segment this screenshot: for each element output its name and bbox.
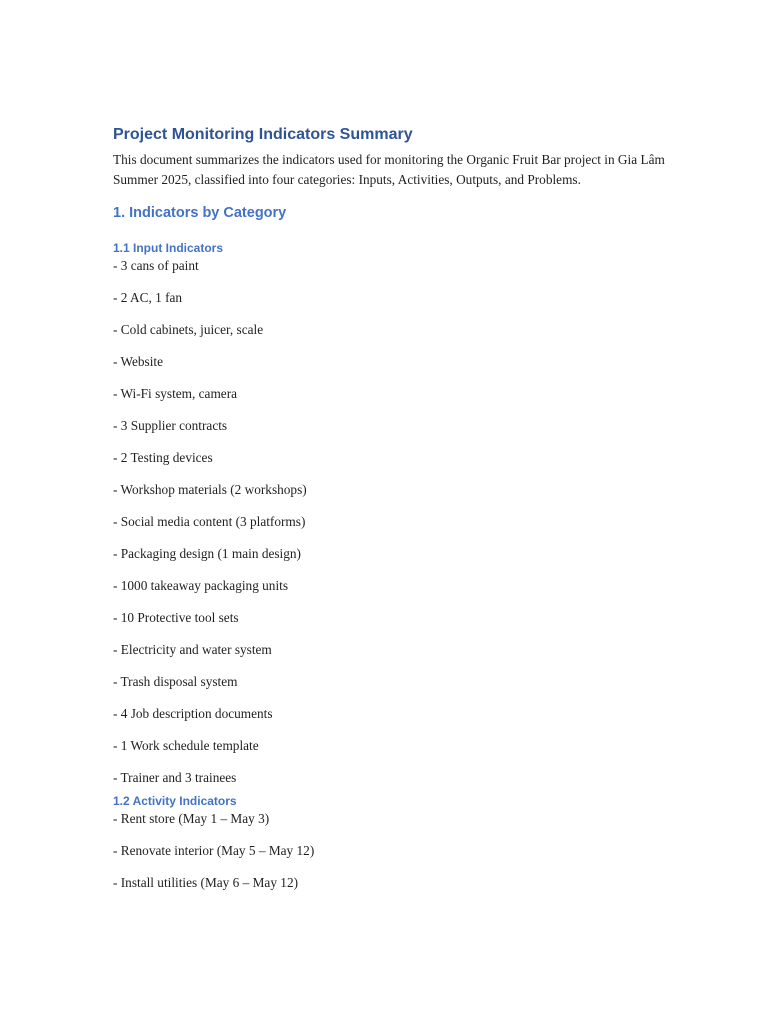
list-item: - 2 Testing devices — [113, 450, 213, 465]
list-item: - Wi-Fi system, camera — [113, 386, 238, 401]
list-item: - Renovate interior (May 5 – May 12) — [113, 843, 315, 858]
list-item: - Social media content (3 platforms) — [113, 514, 306, 529]
list-item: - Website — [113, 354, 164, 369]
list-item: - Workshop materials (2 workshops) — [113, 482, 307, 497]
document-page — [113, 124, 673, 897]
list-item: - Rent store (May 1 – May 3) — [113, 811, 270, 826]
list-item: - Trainer and 3 trainees — [113, 770, 237, 785]
list-item: - 3 Supplier contracts — [113, 418, 228, 433]
document-intro: This document summarizes the indicators used for monitoring the Organic Fruit Bar project in Gia Lâm Summer 2025, classified into four categories: Inputs, Activities, Outputs, and Problems. — [113, 152, 665, 187]
activity-indicators-list — [113, 809, 673, 897]
list-item: - 2 AC, 1 fan — [113, 290, 183, 305]
list-item: - 10 Protective tool sets — [113, 610, 239, 625]
subsection-heading-input-indicators: 1.1 Input Indicators — [113, 241, 224, 255]
list-item: - Install utilities (May 6 – May 12) — [113, 875, 299, 890]
list-item: - 1 Work schedule template — [113, 738, 259, 753]
subsection-heading-activity-indicators: 1.2 Activity Indicators — [113, 794, 237, 808]
list-item: - Cold cabinets, juicer, scale — [113, 322, 264, 337]
document-title: Project Monitoring Indicators Summary — [113, 126, 413, 143]
list-item: - Packaging design (1 main design) — [113, 546, 301, 561]
list-item: - 1000 takeaway packaging units — [113, 578, 289, 593]
list-item: - Electricity and water system — [113, 642, 272, 657]
section-heading-indicators-by-category: 1. Indicators by Category — [113, 205, 287, 221]
list-item: - 3 cans of paint — [113, 258, 199, 273]
input-indicators-list — [113, 256, 673, 792]
list-item: - Trash disposal system — [113, 674, 238, 689]
list-item: - 4 Job description documents — [113, 706, 273, 721]
